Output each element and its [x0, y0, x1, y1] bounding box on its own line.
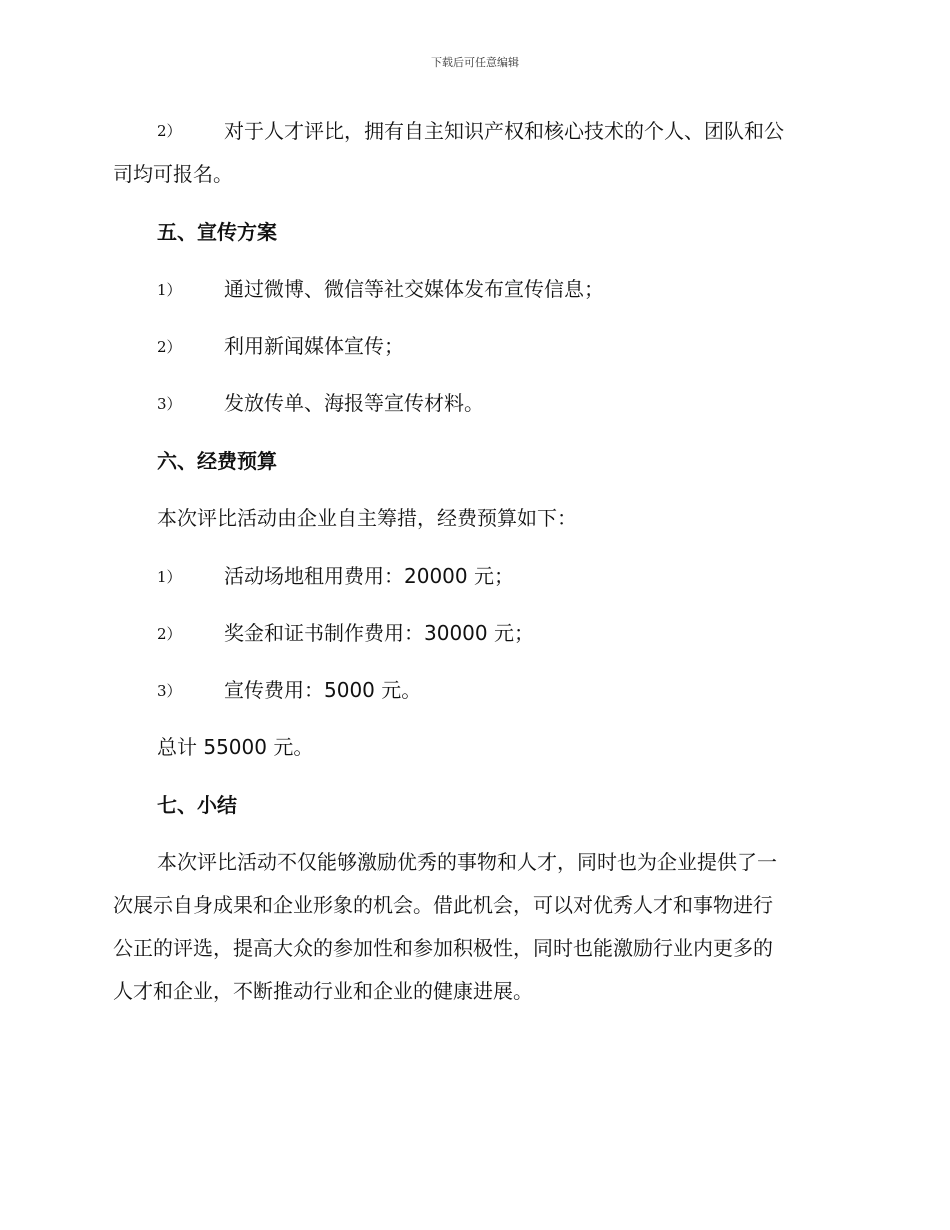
section-heading-summary: 七、小结 — [157, 793, 237, 817]
list-number: 2） — [157, 122, 182, 140]
budget-item: 宣传费用：5000 元。 — [224, 678, 422, 702]
list-number: 3） — [157, 682, 182, 700]
summary-paragraph-line: 本次评比活动不仅能够激励优秀的事物和人才，同时也为企业提供了一 — [157, 850, 777, 874]
publicity-item: 发放传单、海报等宣传材料。 — [224, 391, 484, 415]
budget-item: 活动场地租用费用：20000 元； — [224, 564, 514, 588]
talent-item-line-2: 司均可报名。 — [113, 162, 233, 186]
section-heading-budget: 六、经费预算 — [157, 449, 277, 473]
publicity-item: 通过微博、微信等社交媒体发布宣传信息； — [224, 277, 604, 301]
list-number: 2） — [157, 338, 182, 356]
summary-paragraph-line: 公正的评选，提高大众的参加性和参加积极性，同时也能激励行业内更多的 — [113, 936, 773, 960]
summary-paragraph-line: 次展示自身成果和企业形象的机会。借此机会，可以对优秀人才和事物进行 — [113, 893, 773, 917]
budget-intro: 本次评比活动由企业自主筹措，经费预算如下： — [157, 506, 577, 530]
list-number: 3） — [157, 395, 182, 413]
publicity-item: 利用新闻媒体宣传； — [224, 334, 404, 358]
list-number: 1） — [157, 281, 182, 299]
budget-total: 总计 55000 元。 — [157, 735, 314, 759]
talent-item-line-1: 对于人才评比，拥有自主知识产权和核心技术的个人、团队和公 — [224, 119, 784, 143]
summary-paragraph-line: 人才和企业，不断推动行业和企业的健康进展。 — [113, 979, 533, 1003]
budget-item: 奖金和证书制作费用：30000 元； — [224, 621, 534, 645]
section-heading-publicity: 五、宣传方案 — [157, 220, 277, 244]
list-number: 2） — [157, 625, 182, 643]
page-header-note: 下载后可任意编辑 — [431, 56, 519, 69]
list-number: 1） — [157, 568, 182, 586]
